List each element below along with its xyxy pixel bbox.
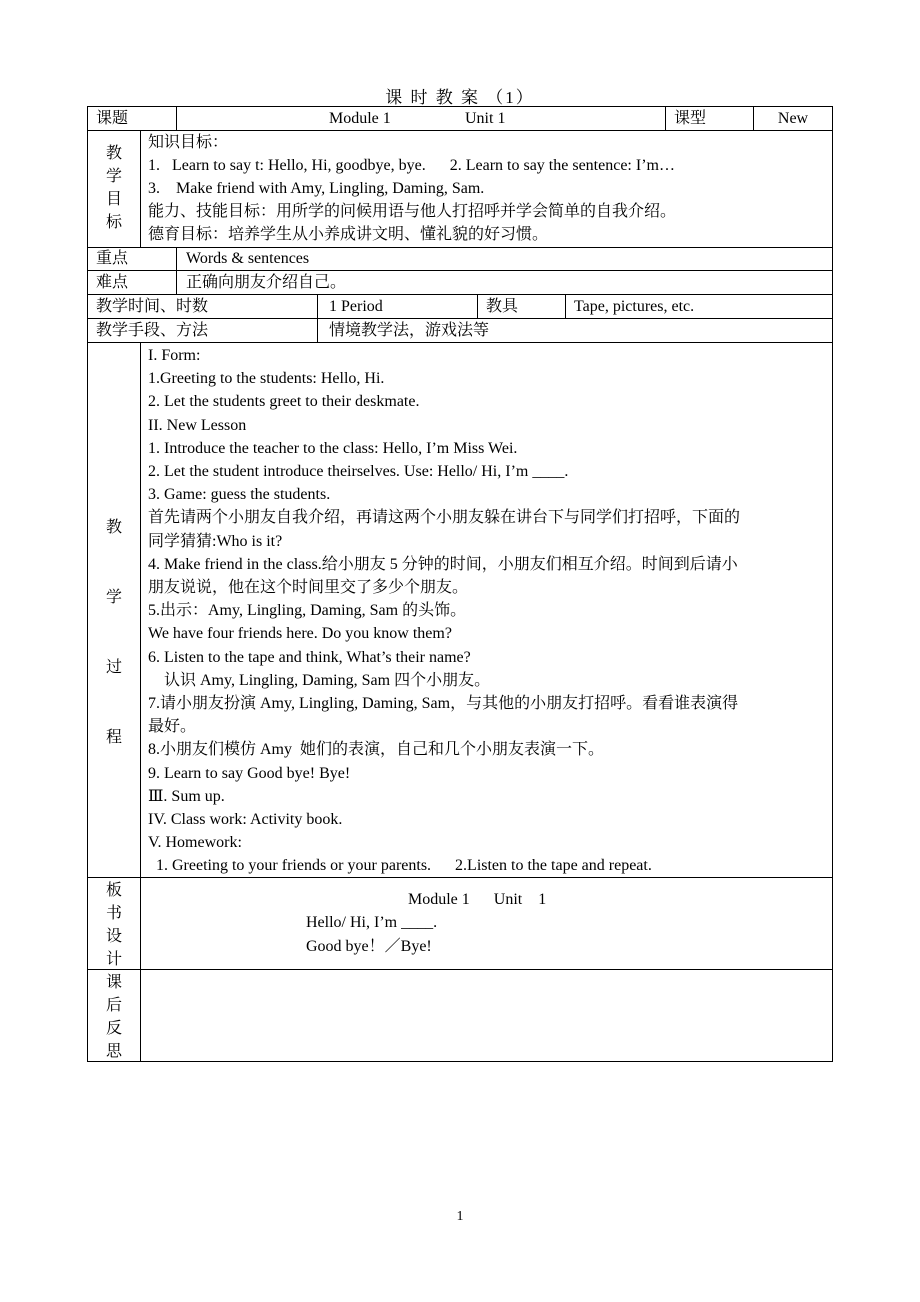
col-divider <box>140 342 141 1062</box>
col-divider <box>176 107 177 131</box>
process-line: 认识 Amy, Lingling, Daming, Sam 四个小朋友。 <box>148 671 491 689</box>
objectives-label: 教 学 目 标 <box>105 145 122 231</box>
process-line: IV. Class work: Activity book. <box>148 811 343 829</box>
reflection-label: 课 后 反 思 <box>105 974 122 1060</box>
reflection-area <box>141 970 833 1062</box>
row-divider <box>88 247 833 248</box>
process-line: 朋友说说，他在这个时间里交了多少个朋友。 <box>148 579 469 597</box>
col-divider <box>477 294 478 318</box>
objectives-text <box>148 131 676 246</box>
lesson-plan-table <box>87 106 833 1062</box>
row-divider <box>88 270 833 271</box>
col-divider <box>176 247 177 295</box>
process-line: 首先请两个小朋友自我介绍，再请这两个小朋友躲在讲台下与同学们打招呼，下面的 <box>148 509 741 527</box>
topic-label: 课题 <box>96 110 129 127</box>
time-value: 1 Period <box>329 298 383 315</box>
key-point-label: 重点 <box>96 250 129 267</box>
row-divider <box>88 342 833 343</box>
difficulty-label: 难点 <box>96 274 129 291</box>
process-label: 教 学 过 程 <box>105 519 122 746</box>
objective-line: 能力、技能目标：用所学的问候用语与他人打招呼并学会简单的自我介绍。 <box>148 203 677 220</box>
process-line: 1. Greeting to your friends or your parents. 2.Listen to the tape and repeat. <box>148 857 652 875</box>
process-line: 9. Learn to say Good bye! Bye! <box>148 764 351 782</box>
process-text <box>148 344 740 878</box>
process-line: V. Homework: <box>148 834 242 852</box>
col-divider <box>140 130 141 248</box>
tools-value: Tape, pictures, etc. <box>574 298 695 315</box>
process-line: 4. Make friend in the class.给小朋友 5 分钟的时间，小朋友们相互介绍。时间到后请小 <box>148 555 738 573</box>
process-line: We have four friends here. Do you know them? <box>148 625 452 643</box>
row-divider <box>88 318 833 319</box>
process-line: II. New Lesson <box>148 416 247 434</box>
board-label: 板 书 设 计 <box>105 882 122 968</box>
process-line: 7.请小朋友扮演 Amy, Lingling, Daming, Sam，与其他的小朋友打招呼。看看谁表演得 <box>148 695 739 713</box>
process-line: 5.出示：Amy, Lingling, Daming, Sam 的头饰。 <box>148 602 467 620</box>
process-line: 3. Game: guess the students. <box>148 486 331 504</box>
objective-line: 知识目标： <box>148 134 229 151</box>
board-line: Good bye！／Bye! <box>306 938 432 955</box>
module-label: Module 1 <box>329 110 391 127</box>
key-point-value: Words & sentences <box>186 250 310 267</box>
process-line: I. Form: <box>148 347 201 364</box>
method-label: 教学手段、方法 <box>96 322 209 339</box>
method-value: 情境教学法，游戏法等 <box>329 322 490 339</box>
row-divider <box>88 294 833 295</box>
process-line: 2. Let the students greet to their deskmate. <box>148 393 420 411</box>
objective-line: 3. Make friend with Amy, Lingling, Daming, Sam. <box>148 180 485 197</box>
process-line: 8.小朋友们模仿 Amy 她们的表演，自己和几个小朋友表演一下。 <box>148 741 605 759</box>
process-line: 2. Let the student introduce theirselves. Use: Hello/ Hi, I’m ____. <box>148 463 569 481</box>
page-title: 课 时 教 案 （1） <box>385 88 535 107</box>
col-divider <box>317 294 318 342</box>
time-label: 教学时间、时数 <box>96 298 209 315</box>
process-line: Ⅲ. Sum up. <box>148 787 225 805</box>
col-divider <box>565 294 566 318</box>
col-divider <box>665 107 666 131</box>
type-label: 课型 <box>674 110 707 127</box>
objective-line: 1. Learn to say t: Hello, Hi, goodbye, bye. 2. Learn to say the sentence: I’m… <box>148 157 675 174</box>
type-value: New <box>777 110 809 127</box>
unit-label: Unit 1 <box>465 110 506 127</box>
objective-line: 德育目标：培养学生从小养成讲文明、懂礼貌的好习惯。 <box>148 226 549 243</box>
board-line: Hello/ Hi, I’m ____. <box>306 914 438 931</box>
page-number: 1 <box>456 1209 464 1224</box>
process-line: 同学猜猜:Who is it? <box>148 532 283 550</box>
process-line: 1.Greeting to the students: Hello, Hi. <box>148 370 385 388</box>
process-line: 最好。 <box>148 718 197 736</box>
process-line: 6. Listen to the tape and think, What’s their name? <box>148 648 471 666</box>
board-heading: Module 1 Unit 1 <box>408 891 547 908</box>
tools-label: 教具 <box>486 298 519 315</box>
difficulty-value: 正确向朋友介绍自己。 <box>186 274 347 291</box>
process-line: 1. Introduce the teacher to the class: Hello, I’m Miss Wei. <box>148 439 518 457</box>
